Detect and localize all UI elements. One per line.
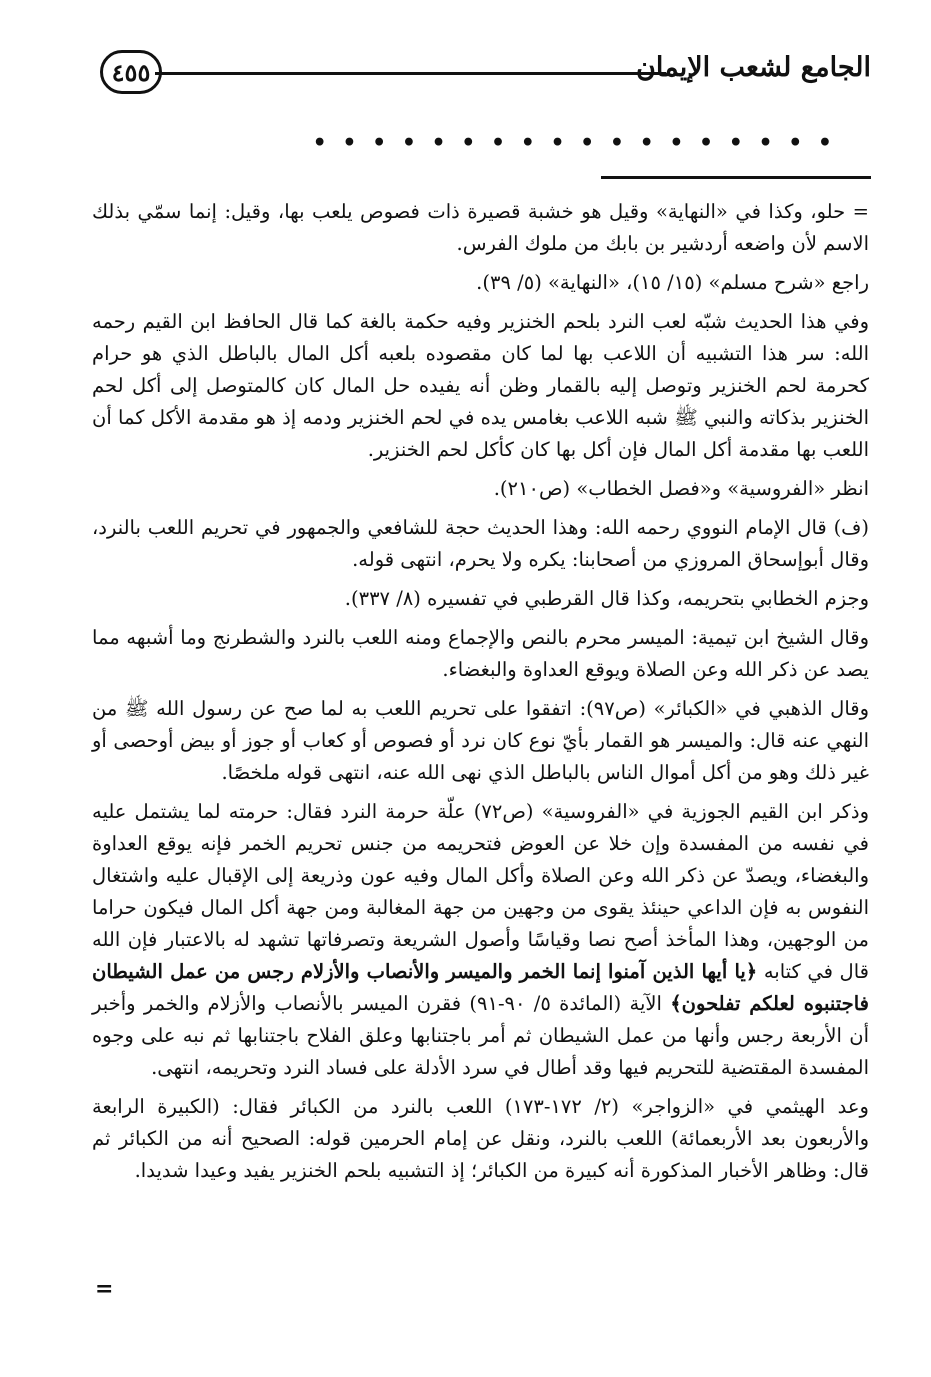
footnote-paragraph: انظر «الفروسية» و«فصل الخطاب» (ص٢١٠). [493, 477, 869, 500]
footnote-paragraph-ibn-qayyim [92, 796, 869, 1084]
running-header-title: الجامع لشعب الإيمان [636, 52, 871, 83]
page-number [100, 50, 162, 94]
footnote-paragraph: = حلو، وكذا في «النهاية» وقيل هو خشبة قصيرة ذات فصوص يلعب بها، وقيل: إنما سمّي بذلك الاسم لأن واضعه أردشير بن بابك من ملوك الفرس. [92, 200, 869, 255]
footnote-paragraph: راجع «شرح مسلم» (١٥/ ١٥)، «النهاية» (٥/ ٣٩). [476, 271, 869, 294]
footnote-body [92, 196, 869, 1194]
header-rule [155, 72, 666, 75]
section-dots: • • • • • • • • • • • • • • • • • • [312, 130, 836, 156]
qayyim-text-start: وذكر ابن القيم الجوزية في «الفروسية» (ص٧٢) علّة حرمة النرد فقال: حرمته لما يشتمل عليه في نفسه من المفسدة وإن خلا عن العوض فتحريمه من جنس تحريم الخمر فإنه يوقع العداوة والبغضاء، ويصدّ عن ذكر الله وعن الصلاة وأكل المال وفيه عون وذريعة إلى الإقبال عليه واشتغال النفوس به فإن الداعي حينئذ يقوى من وجهين من جهة المغالبة ومن جهة أكل المال فيكون حراما من الوجهين، وهذا المأخذ أصح نصا وقياسًا وأصول الشريعة وتصرفاتها تشهد له بالاعتبار فإن الله قال في كتابه [92, 800, 869, 983]
footnote-paragraph: (ف) قال الإمام النووي رحمه الله: وهذا الحديث حجة للشافعي والجمهور في تحريم اللعب بالنرد، وقال أبوإسحاق المروزي من أصحابنا: يكره ولا يحرم، انتهى قوله. [92, 516, 869, 571]
footnote-separator [601, 176, 871, 179]
qayyim-text-end: الآية (المائدة ٥/ ٩٠-٩١) فقرن الميسر بالأنصاب والأزلام والخمر وأخبر أن الأربعة رجس وأنها من عمل الشيطان ثم أمر باجتنابها وعلق الفلاح باجتنابها ثم نبه على وجوه المفسدة المقتضية للتحريم فيها وقد أطال في سرد الأدلة على فساد النرد وتحريمه، انتهى. [92, 992, 869, 1079]
footnote-paragraph: وفي هذا الحديث شبّه لعب النرد بلحم الخنزير وفيه حكمة بالغة كما قال الحافظ ابن القيم رحمه الله: سر هذا التشبيه أن اللاعب بها لما كان مقصوده بلعبه أكل المال بالباطل الذي هو حرام كحرمة لحم الخنزير وتوصل إليه بالقمار وظن أنه يفيده حل المال كان كالمتوصل إلى أكل لحم الخنزير بذكاته والنبي ﷺ شبه اللاعب بغامس يده في لحم الخنزير ودمه إذ هو مقدمة الأكل كما أن اللعب بها مقدمة أكل المال فإن أكل بها كان كأكل لحم الخنزير. [92, 310, 869, 461]
footnote-paragraph: وقال الذهبي في «الكبائر» (ص٩٧): اتفقوا على تحريم اللعب به لما صح عن رسول الله ﷺ من النهي عنه قال: والميسر هو القمار بأيّ نوع كان نرد أو فصوص أو كعاب أو جوز أو بيض أوحصى أو غير ذلك وهو من أكل أموال الناس بالباطل الذي نهى الله عنه، انتهى قوله ملخصًا. [92, 697, 869, 784]
page-number-text: ٤٥٥ [111, 57, 151, 87]
footnote-paragraph: وجزم الخطابي بتحريمه، وكذا قال القرطبي في تفسيره (٨/ ٣٣٧). [344, 587, 869, 610]
quran-verse: ﴿يا أيها الذين آمنوا إنما الخمر والميسر والأنصاب والأزلام رجس من عمل الشيطان فاجتنبوه لعلكم تفلحون﴾ [92, 960, 869, 1015]
continuation-mark: = [95, 1276, 114, 1302]
footnote-paragraph-haythami: وعد الهيثمي في «الزواجر» (٢/ ١٧٢-١٧٣) اللعب بالنرد من الكبائر فقال: (الكبيرة الرابعة والأربعون بعد الأربعمائة) اللعب بالنرد، ونقل عن إمام الحرمين قوله: الصحيح أنه من الكبائر ثم قال: وظاهر الأخبار المذكورة أنه كبيرة من الكبائر؛ إذ التشبيه بلحم الخنزير يفيد وعيدا شديدا. [92, 1095, 869, 1182]
footnote-paragraph: وقال الشيخ ابن تيمية: الميسر محرم بالنص والإجماع ومنه اللعب بالنرد والشطرنج وما أشبهه مما يصد عن ذكر الله وعن الصلاة ويوقع العداوة والبغضاء. [92, 626, 869, 681]
